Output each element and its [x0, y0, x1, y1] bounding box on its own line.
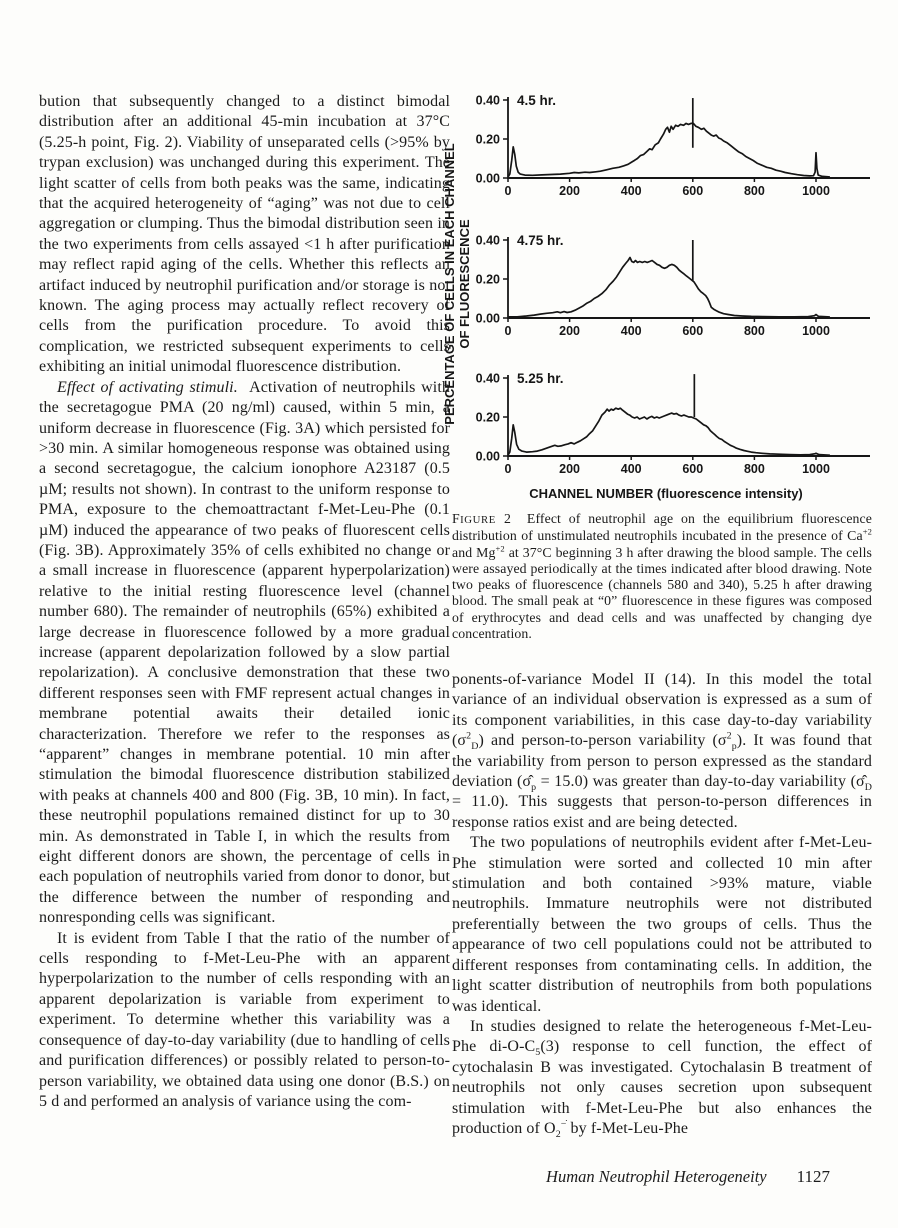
x-tick-label: 400: [620, 324, 642, 338]
paragraph: bution that subsequently changed to a distinct bimodal distribution after an additional 45-min incubation at 37°C (5.25-h point, Fig. 2). Viability of unseparated cells (>95% by trypan exclusion) was unchanged during this experiment. The light scatter of cells from both peaks was the same, indicating that the acquired heterogeneity of “aging” was not due to cell aggregation or clumping. Thus the bimodal distribution seen in the two experiments from cells assayed <1 h after purification may reflect rapid aging of the cells. Whether this reflects an artifact induced by neutrophil purification and/or storage is not known. The aging process may actually reflect recovery of cells from the purification procedure. To avoid this complication, we restricted subsequent experiments to cells exhibiting an initial unimodal fluorescence distribution.: [39, 93, 450, 376]
chart-svg: [456, 218, 876, 352]
figure-caption: FIGURE 2 Effect of neutrophil age on the equilibrium fluorescence distribution of unstimulated neutrophils incubated in the presence of $Ca^{+2}$ and $Mg^{+2}$ at 37°C beginning 3 h after drawing the blood sample. The cells were assayed periodically at the times indicated after blood drawing. Note two peaks of fluorescence (channels 580 and 340), 5.25 h after drawing blood. The small peak at “0” fluorescence in these figures was composed of erythrocytes and dead cells and was unaffected by changing dye concentration.: [452, 511, 872, 642]
paragraph: ponents-of-variance Model II (14). In this model the total variance of an individual observation is expressed as a sum of its component variabilities, in this case day-to-day variability $(\sigma^2_D)$ and person-to-person variability $(\sigma^2_p)$. It was found that the variability from person to person expressed as the standard deviation $(\sigmâ_p = 15.0)$ was greater than day-to-day variability $(\sigmâ_D = 11.0)$. This suggests that person-to-person differences in response ratios exist and are being detected.: [452, 671, 872, 831]
figure-2: [440, 78, 892, 510]
histogram-5-25-hr: [456, 356, 876, 490]
figure-x-axis-label: CHANNEL NUMBER (fluorescence intensity): [529, 486, 803, 501]
time-label: 4.5 hr.: [517, 93, 557, 108]
x-tick-label: 200: [559, 462, 581, 476]
x-tick-label: 1000: [802, 462, 830, 476]
figure-charts-area: [456, 78, 876, 490]
time-label: 4.75 hr.: [517, 233, 564, 248]
x-tick-label: 800: [743, 462, 765, 476]
x-tick-label: 800: [743, 324, 765, 338]
x-tick-label: 200: [559, 184, 581, 198]
paragraph: In studies designed to relate the heterogeneous f-Met-Leu-Phe $di-O-C_5(3)$ response to cell function, the effect of cytochalasin B was investigated. Cytochalasin B treatment of neutrophils not only causes secretion upon subsequent stimulation with f-Met-Leu-Phe but also enhances the production of $O_2^{-̇}$ by f-Met-Leu-Phe: [452, 1017, 872, 1141]
y-tick-label: 0.40: [475, 233, 500, 248]
time-label: 5.25 hr.: [517, 371, 564, 386]
x-tick-label: 200: [559, 324, 581, 338]
fluorescence-curve: [508, 258, 830, 318]
y-tick-label: 0.00: [475, 171, 500, 186]
paragraph: Effect of activating stimuli. Activation of neutrophils with the secretagogue PMA (20 ng/ml) caused, within 5 min, a uniform decrease in fluorescence (Fig. 3A) which persisted for >30 min. A similar homogeneous response was obtained using a second secretagogue, the calcium ionophore A23187 (0.5 µM; results not shown). In contrast to the uniform response to PMA, exposure to the chemoattractant f-Met-Leu-Phe (0.1 µM) induced the appearance of two peaks of fluorescent cells (Fig. 3B). Approximately 35% of cells exhibited no change or a small increase in fluorescence (apparent hyperpolarization) relative to the initial resting fluorescence level (channel number 680). The remainder of neutrophils (65%) exhibited a large decrease in fluorescence followed by a more gradual increase (apparent depolarization followed by a slow partial repolarization). A conclusive demonstration that these two different responses seen with FMF represent actual changes in membrane potential awaits their detailed ionic characterization. Therefore we refer to the responses as “apparent” changes in membrane potential. 10 min after stimulation the bimodal fluorescence distribution stabilized with peaks at channels 400 and 800 (Fig. 3B, 10 min). In fact, these neutrophil populations remained distinct for up to 30 min. As demonstrated in Table I, in which the results from eight different donors are shown, the percentage of cells in each population of neutrophils varied from donor to donor, but the difference between the number of responding and nonresponding cells was significant.: [39, 378, 450, 927]
x-tick-label: 800: [743, 184, 765, 198]
y-tick-label: 0.20: [475, 272, 500, 287]
y-tick-label: 0.00: [475, 311, 500, 326]
x-tick-label: 1000: [802, 324, 830, 338]
y-tick-label: 0.40: [475, 93, 500, 108]
fluorescence-curve: [508, 408, 830, 455]
x-tick-label: 400: [620, 462, 642, 476]
histogram-4-5-hr: [456, 78, 876, 212]
y-tick-label: 0.40: [475, 371, 500, 386]
y-tick-label: 0.00: [475, 449, 500, 464]
page-footer: [452, 1167, 830, 1187]
x-tick-label: 400: [620, 184, 642, 198]
x-tick-label: 600: [682, 324, 704, 338]
paragraph: The two populations of neutrophils evident after f-Met-Leu-Phe stimulation were sorted and collected 10 min after stimulation and both contained >93% mature, viable neutrophils. Immature neutrophils were not distributed preferentially between the two groups of cells. Thus the appearance of two cell populations could not be attributed to different responses from contaminating cells. In addition, the light scatter distribution of neutrophils from both populations was identical.: [452, 834, 872, 1015]
right-text-column: [452, 670, 872, 1139]
histogram-4-75-hr: [456, 218, 876, 352]
chart-svg: [456, 356, 876, 490]
x-tick-label: 600: [682, 184, 704, 198]
paragraph: It is evident from Table I that the ratio of the number of cells responding to f-Met-Leu-Phe with an apparent hyperpolarization to the number of cells responding with an apparent depolarization is variable from experiment to experiment. To determine whether this variability was a consequence of day-to-day variability (due to handling of cells and purification differences) or possibly related to person-to-person variability, we obtained data using one donor (B.S.) on 5 d and performed an analysis of variance using the com-: [39, 929, 450, 1110]
page-number: 1127: [796, 1167, 830, 1186]
running-title: Human Neutrophil Heterogeneity: [546, 1167, 767, 1186]
fluorescence-curve: [508, 123, 830, 177]
x-tick-label: 1000: [802, 184, 830, 198]
x-tick-label: 0: [504, 184, 512, 198]
y-tick-label: 0.20: [475, 132, 500, 147]
x-tick-label: 0: [504, 324, 512, 338]
chart-svg: [456, 78, 876, 212]
x-tick-label: 0: [504, 462, 512, 476]
x-tick-label: 600: [682, 462, 704, 476]
figure-y-axis-label: PERCENTAGE OF CELLS IN EACH CHANNEL OF FLUORESCENCE: [442, 143, 472, 425]
left-text-column: [39, 92, 450, 1112]
y-tick-label: 0.20: [475, 410, 500, 425]
